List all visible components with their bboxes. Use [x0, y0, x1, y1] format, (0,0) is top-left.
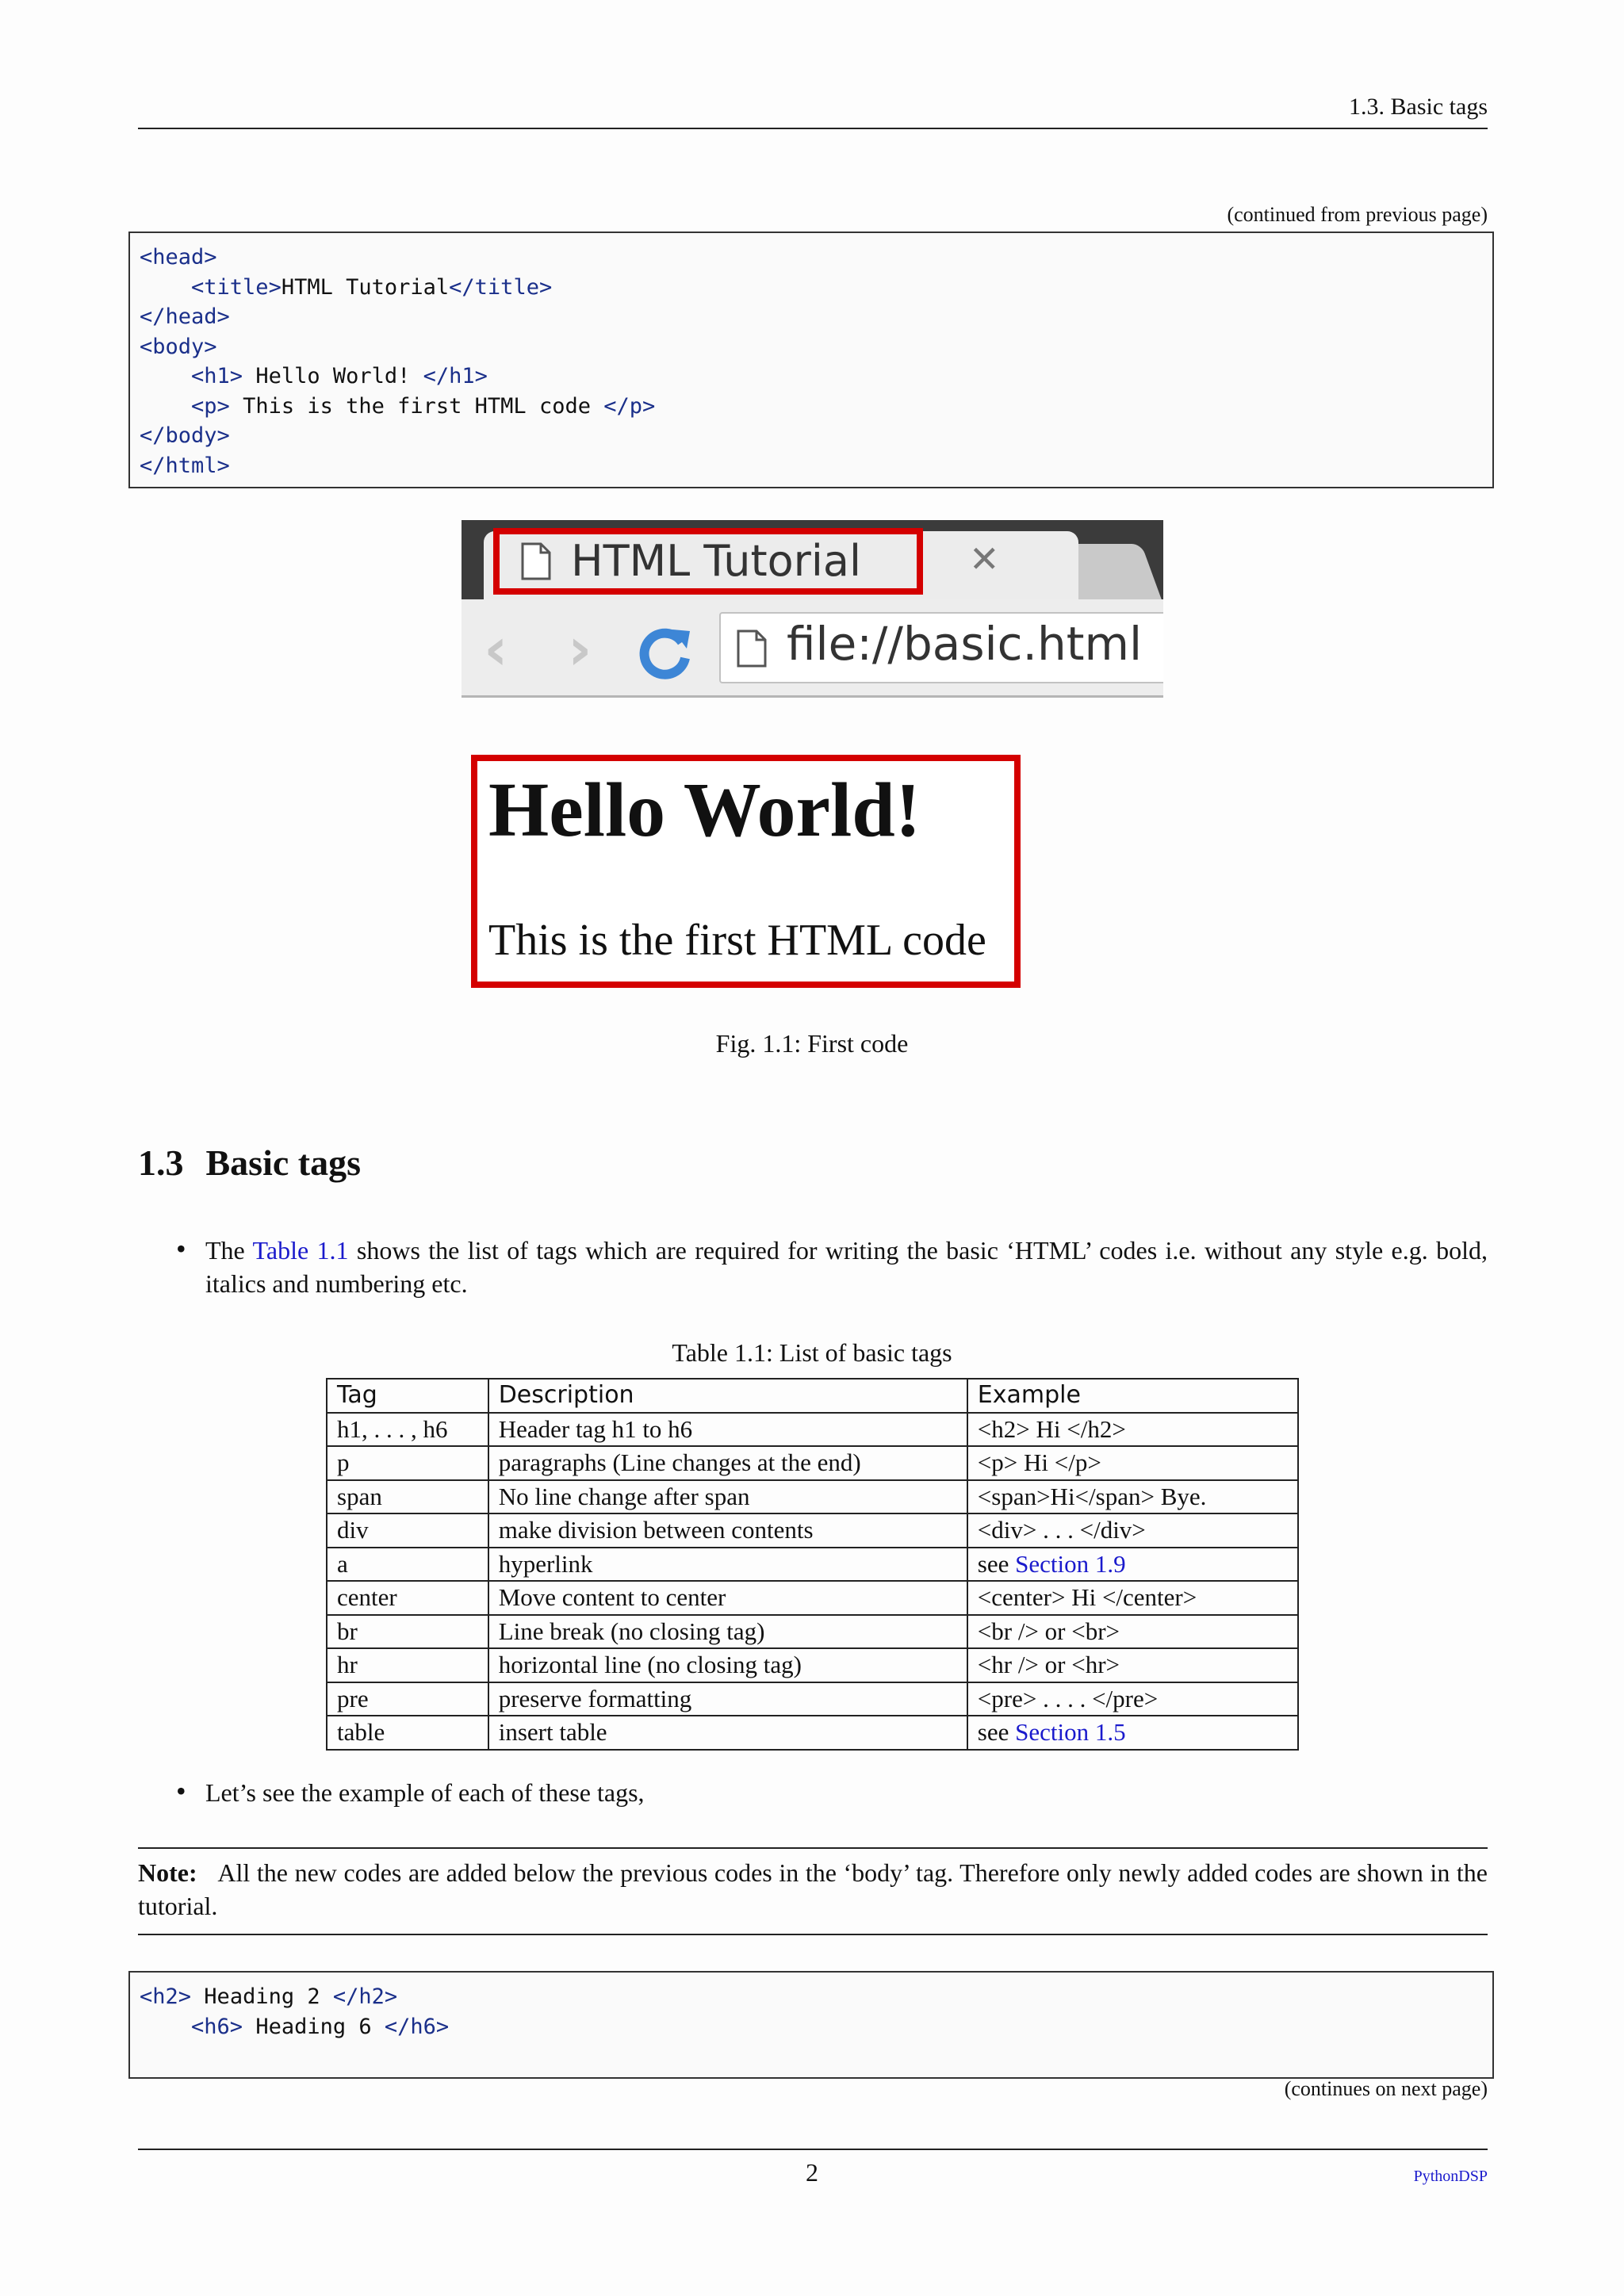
code-token: p [204, 393, 217, 419]
section-link[interactable]: Section 1.5 [1015, 1718, 1126, 1747]
cell-example [967, 1716, 1298, 1750]
cell-example-prefix: see [977, 1549, 1016, 1578]
section-heading [138, 1142, 361, 1184]
basic-tags-table [326, 1378, 1299, 1751]
code-token: > [216, 453, 230, 478]
code-token: > [268, 274, 282, 300]
cell-description: No line change after span [488, 1480, 967, 1514]
code-line [140, 392, 1483, 422]
table-caption: Table 1.1: List of basic tags [672, 1338, 952, 1367]
cell-tag: div [327, 1513, 488, 1548]
url-text: file://basic.html [787, 617, 1143, 671]
code-token: h2 [358, 1984, 385, 2009]
code-block-bottom [128, 1971, 1494, 2079]
cell-example: <hr /> or <hr> [967, 1648, 1298, 1682]
code-token: head [152, 245, 205, 270]
section-title: Basic tags [205, 1142, 361, 1183]
table-row [327, 1548, 1298, 1582]
code-line [140, 302, 1483, 332]
cell-tag: hr [327, 1648, 488, 1682]
code-token: </ [140, 453, 166, 478]
continued-from-note: (continued from previous page) [1227, 203, 1488, 226]
cell-tag: br [327, 1615, 488, 1649]
bullet-1-text-after: shows the list of tags which are required for writing the basic ‘HTML’ codes i.e. without any style e.g. bold, italics and numbering etc. [205, 1236, 1488, 1298]
code-token: body [152, 334, 205, 359]
rendered-heading: Hello World! [488, 767, 921, 853]
code-token: < [140, 393, 205, 419]
code-token: > [229, 364, 243, 388]
code-token: < [140, 274, 205, 300]
code-line [140, 1982, 1483, 2012]
tab-title: HTML Tutorial [571, 536, 861, 586]
table-row [327, 1446, 1298, 1480]
code-token: > [216, 423, 230, 448]
table-row [327, 1682, 1298, 1716]
brand-label[interactable]: PythonDSP [1413, 2168, 1488, 2185]
code-token: head [165, 304, 217, 329]
code-token: Heading 2 [191, 1984, 333, 2009]
header-rule [138, 128, 1488, 129]
code-token: HTML Tutorial [281, 274, 450, 300]
code-token: h6 [204, 2014, 230, 2039]
code-line [140, 451, 1483, 481]
running-header: 1.3. Basic tags [1349, 94, 1488, 120]
header-tag: Tag [327, 1379, 488, 1413]
code-token: title [474, 274, 539, 300]
cell-tag: p [327, 1446, 488, 1480]
code-token: </ [449, 274, 475, 300]
rendered-page-box [471, 755, 1021, 988]
table-row [327, 1716, 1298, 1750]
table-row [327, 1648, 1298, 1682]
cell-description: Header tag h1 to h6 [488, 1413, 967, 1447]
cell-tag: a [327, 1548, 488, 1582]
cell-example: <span>Hi</span> Bye. [967, 1480, 1298, 1514]
code-token: < [140, 245, 153, 270]
cell-description: Move content to center [488, 1581, 967, 1615]
code-token: > [538, 274, 553, 300]
bullet-1-text-before: The [205, 1236, 253, 1265]
code-token: < [140, 2014, 205, 2039]
cell-example: <center> Hi </center> [967, 1581, 1298, 1615]
code-line [140, 362, 1483, 392]
cell-description: Line break (no closing tag) [488, 1615, 967, 1649]
code-token: h2 [152, 1984, 178, 2009]
table-row [327, 1581, 1298, 1615]
code-token: > [216, 393, 230, 419]
code-token: title [204, 274, 269, 300]
cell-description: insert table [488, 1716, 967, 1750]
code-token: </ [603, 393, 630, 419]
table-header-row [327, 1379, 1298, 1413]
bullet-icon: • [176, 1775, 186, 1807]
cell-tag: pre [327, 1682, 488, 1716]
note-bottom-rule [138, 1934, 1488, 1935]
code-token: < [140, 1984, 153, 2009]
reload-icon [638, 625, 693, 680]
browser-screenshot [462, 520, 1163, 698]
code-token: p [629, 393, 642, 419]
code-line [140, 421, 1483, 451]
cell-example: <pre> . . . . </pre> [967, 1682, 1298, 1716]
code-token: Heading 6 [243, 2014, 385, 2039]
cell-description: horizontal line (no closing tag) [488, 1648, 967, 1682]
code-token: > [229, 2014, 243, 2039]
table-row [327, 1413, 1298, 1447]
code-line [140, 273, 1483, 303]
cell-description: paragraphs (Line changes at the end) [488, 1446, 967, 1480]
rendered-paragraph: This is the first HTML code [488, 916, 986, 965]
code-token: > [474, 364, 488, 388]
code-line [140, 2012, 1483, 2042]
code-token: > [178, 1984, 192, 2009]
table-1-1-link[interactable]: Table 1.1 [252, 1236, 349, 1265]
code-token: > [216, 304, 230, 329]
section-link[interactable]: Section 1.9 [1015, 1549, 1126, 1578]
header-example: Example [967, 1379, 1298, 1413]
code-token: h1 [204, 364, 230, 388]
code-token: </ [332, 1984, 359, 2009]
close-tab-icon: ✕ [969, 538, 1000, 580]
bullet-paragraph-1 [205, 1234, 1488, 1300]
cell-example: <h2> Hi </h2> [967, 1413, 1298, 1447]
cell-example [967, 1548, 1298, 1582]
code-token: < [140, 364, 205, 388]
code-token: > [435, 2014, 450, 2039]
page-icon [736, 629, 768, 668]
code-token: > [204, 245, 217, 270]
code-token: < [140, 334, 153, 359]
cell-tag: center [327, 1581, 488, 1615]
cell-description: preserve formatting [488, 1682, 967, 1716]
forward-arrow-icon: › [568, 615, 592, 683]
code-token: This is the first HTML code [229, 393, 604, 419]
code-token: h6 [410, 2014, 436, 2039]
table-row [327, 1480, 1298, 1514]
note-text: All the new codes are added below the previous codes in the ‘body’ tag. Therefore only newly added codes are shown in the tutorial. [138, 1858, 1488, 1920]
cell-tag: table [327, 1716, 488, 1750]
code-line [140, 243, 1483, 273]
code-token: body [165, 423, 217, 448]
note-top-rule [138, 1847, 1488, 1849]
code-token: Hello World! [243, 364, 423, 388]
footer-rule [138, 2149, 1488, 2150]
code-token: </ [140, 423, 166, 448]
page-number: 2 [806, 2158, 818, 2187]
code-token: </ [140, 304, 166, 329]
figure-caption: Fig. 1.1: First code [715, 1029, 909, 1058]
cell-tag: span [327, 1480, 488, 1514]
header-description: Description [488, 1379, 967, 1413]
cell-example: <br /> or <br> [967, 1615, 1298, 1649]
cell-description: make division between contents [488, 1513, 967, 1548]
table-row [327, 1615, 1298, 1649]
code-token: </ [384, 2014, 411, 2039]
table-row [327, 1513, 1298, 1548]
code-block-top [128, 232, 1494, 488]
document-icon [520, 542, 552, 580]
code-token: h1 [449, 364, 475, 388]
code-token: > [384, 1984, 398, 2009]
section-number: 1.3 [138, 1142, 184, 1183]
code-token: html [165, 453, 217, 478]
code-token: </ [423, 364, 450, 388]
continues-next-note: (continues on next page) [1284, 2077, 1488, 2100]
cell-tag: h1, . . . , h6 [327, 1413, 488, 1447]
code-token: > [642, 393, 656, 419]
note-label: Note: [138, 1858, 197, 1887]
cell-example-prefix: see [977, 1718, 1016, 1747]
code-line [140, 332, 1483, 362]
bullet-paragraph-2: Let’s see the example of each of these tags, [205, 1778, 645, 1807]
cell-example: <div> . . . </div> [967, 1513, 1298, 1548]
note-block [138, 1856, 1488, 1923]
cell-description: hyperlink [488, 1548, 967, 1582]
bullet-icon: • [176, 1233, 186, 1265]
back-arrow-icon: ‹ [484, 615, 508, 683]
cell-example: <p> Hi </p> [967, 1446, 1298, 1480]
code-token: > [204, 334, 217, 359]
